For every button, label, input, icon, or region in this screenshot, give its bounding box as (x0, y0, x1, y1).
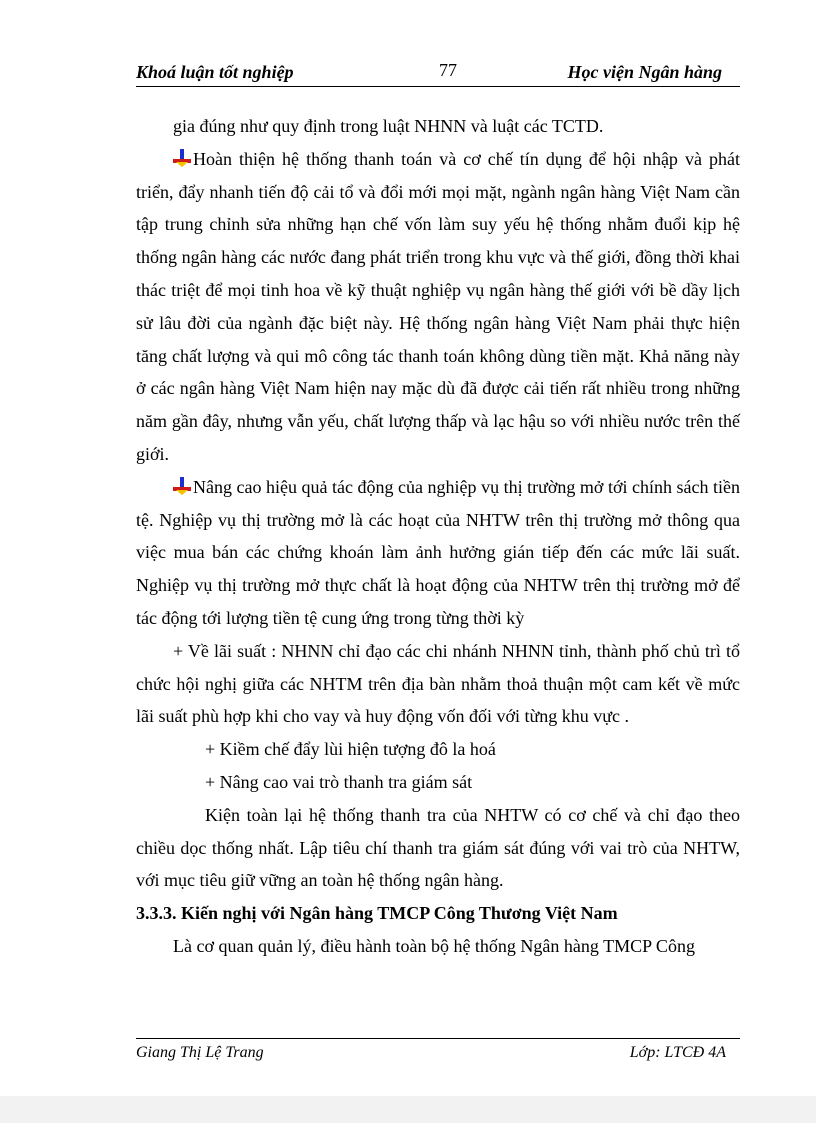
paragraph-text: Nâng cao hiệu quả tác động của nghiệp vụ thị trường mở tới chính sách tiền tệ. Nghiệp vụ thị trường mở là các hoạt của NHTW trên thị trường mở thông qua việc mua bán các chứng khoán làm ảnh hưởng gián tiếp đến các mức lãi suất. Nghiệp vụ thị trường mở thực chất là hoạt động của NHTW trên thị trường mở để tác động tới lượng tiền tệ cung ứng trong từng thời kỳ (136, 476, 740, 628)
paragraph-text: Hoàn thiện hệ thống thanh toán và cơ chế tín dụng để hội nhập và phát triển, đẩy nhanh tiến độ cải tổ và đổi mới mọi mặt, ngành ngân hàng Việt Nam cần tập trung chỉnh sửa những hạn chế vốn làm suy yếu hệ thống nhằm đuổi kịp hệ thống ngân hàng các nước đang phát triển trong khu vực và thế giới, đồng thời khai thác triệt để mọi tinh hoa về kỹ thuật nghiệp vụ ngân hàng thế giới với bề dầy lịch sử lâu đời của ngành đặc biệt này. Hệ thống ngân hàng Việt Nam phải thực hiện tăng chất lượng và qui mô công tác thanh toán không dùng tiền mặt. Khả năng này ở các ngân hàng Việt Nam hiện nay mặc dù đã được cải tiến rất nhiều trong những năm gần đây, nhưng vẫn yếu, chất lượng thấp và lạc hậu so với nhiều nước trên thế giới. (136, 148, 740, 464)
page-number: 77 (439, 60, 457, 80)
paragraph-continuation: gia đúng như quy định trong luật NHNN và luật các TCTD. (173, 116, 604, 136)
paragraph-section-intro: Là cơ quan quản lý, điều hành toàn bộ hệ thống Ngân hàng TMCP Công (173, 935, 695, 956)
list-item-dollarization: + Kiềm chế đẩy lùi hiện tượng đô la hoá (205, 739, 496, 760)
arrow-bullet-icon (173, 477, 191, 495)
section-heading: 3.3.3. Kiến nghị với Ngân hàng TMCP Công Thương Việt Nam (136, 903, 618, 924)
page-bottom-strip (0, 1096, 816, 1123)
bullet-paragraph-open-market (136, 471, 740, 635)
paragraph-inspection-detail: Kiện toàn lại hệ thống thanh tra của NHTW có cơ chế và chỉ đạo theo chiều dọc thống nhất. Lập tiêu chí thanh tra giám sát đúng với vai trò của NHTW, với mục tiêu giữ vững an toàn hệ thống ngân hàng. (136, 804, 740, 891)
page-footer (136, 1038, 740, 1061)
header-thesis-title: Khoá luận tốt nghiệp (136, 62, 294, 82)
paragraph-interest-rate: + Về lãi suất : NHNN chỉ đạo các chi nhánh NHNN tỉnh, thành phố chủ trì tổ chức hội nghị giữa các NHTM trên địa bàn nhằm thoả thuận một cam kết về mức lãi suất phù hợp khi cho vay và huy động vốn đối với từng khu vực . (136, 640, 740, 727)
document-body (136, 110, 740, 963)
page-header (136, 58, 740, 87)
bullet-paragraph-payment (136, 143, 740, 471)
footer-class: Lớp: LTCĐ 4A (629, 1044, 726, 1061)
header-institution: Học viện Ngân hàng (567, 62, 722, 82)
list-item-inspection: + Nâng cao vai trò thanh tra giám sát (205, 771, 473, 792)
footer-author: Giang Thị Lệ Trang (136, 1044, 264, 1061)
arrow-bullet-icon (173, 149, 191, 167)
